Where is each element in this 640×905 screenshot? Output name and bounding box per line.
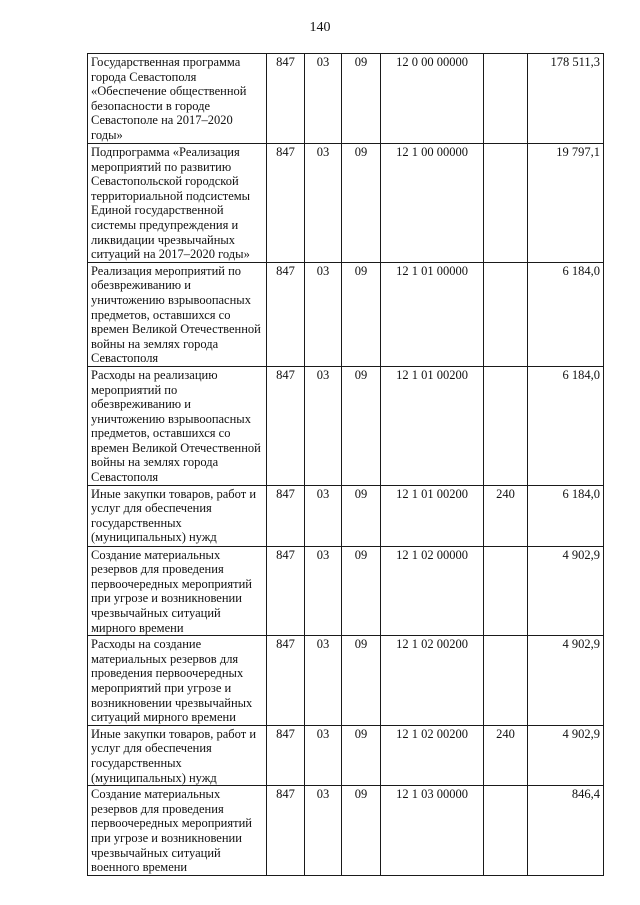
table-row: [88, 546, 604, 636]
target-code: 12 1 03 00000: [381, 786, 484, 876]
ministry-code: 847: [267, 144, 305, 263]
subsection-code: 09: [342, 262, 381, 366]
page-number: 140: [309, 20, 331, 35]
expense-type-code: [484, 786, 528, 876]
expense-type-code: [484, 144, 528, 263]
expense-type-code: [484, 366, 528, 485]
ministry-code: 847: [267, 725, 305, 785]
expense-type-code: [484, 262, 528, 366]
row-name: Государственная программа города Севастополя «Обеспечение общественной безопасности в городе Севастополе на 2017–2020 годы»: [88, 54, 267, 144]
target-code: 12 1 02 00000: [381, 546, 484, 636]
ministry-code: 847: [267, 636, 305, 726]
amount: 19 797,1: [528, 144, 604, 263]
table-row: [88, 485, 604, 546]
section-code: 03: [305, 546, 342, 636]
section-code: 03: [305, 144, 342, 263]
subsection-code: 09: [342, 786, 381, 876]
ministry-code: 847: [267, 786, 305, 876]
row-name: Подпрограмма «Реализация мероприятий по развитию Севастопольской городской территориальной подсистемы Единой государственной системы предупреждения и ликвидации чрезвычайных ситуаций на 2017–2020 годы»: [88, 144, 267, 263]
subsection-code: 09: [342, 546, 381, 636]
table-row: [88, 725, 604, 785]
subsection-code: 09: [342, 366, 381, 485]
row-name: Реализация мероприятий по обезвреживанию и уничтожению взрывоопасных предметов, оставшихся со времен Великой Отечественной войны на землях города Севастополя: [88, 262, 267, 366]
subsection-code: 09: [342, 485, 381, 546]
ministry-code: 847: [267, 366, 305, 485]
section-code: 03: [305, 725, 342, 785]
section-code: 03: [305, 366, 342, 485]
amount: 178 511,3: [528, 54, 604, 144]
amount: 4 902,9: [528, 546, 604, 636]
target-code: 12 1 01 00000: [381, 262, 484, 366]
target-code: 12 0 00 00000: [381, 54, 484, 144]
subsection-code: 09: [342, 636, 381, 726]
section-code: 03: [305, 636, 342, 726]
table-row: [88, 786, 604, 876]
row-name: Создание материальных резервов для проведения первоочередных мероприятий при угрозе и возникновении чрезвычайных ситуаций военного времени: [88, 786, 267, 876]
expense-type-code: 240: [484, 485, 528, 546]
row-name: Иные закупки товаров, работ и услуг для обеспечения государственных (муниципальных) нужд: [88, 725, 267, 785]
row-name: Иные закупки товаров, работ и услуг для обеспечения государственных (муниципальных) нужд: [88, 485, 267, 546]
amount: 6 184,0: [528, 485, 604, 546]
target-code: 12 1 02 00200: [381, 725, 484, 785]
ministry-code: 847: [267, 262, 305, 366]
amount: 6 184,0: [528, 366, 604, 485]
table-row: [88, 636, 604, 726]
amount: 6 184,0: [528, 262, 604, 366]
amount: 4 902,9: [528, 725, 604, 785]
ministry-code: 847: [267, 546, 305, 636]
row-name: Расходы на создание материальных резервов для проведения первоочередных мероприятий при угрозе и возникновении чрезвычайных ситуаций мирного времени: [88, 636, 267, 726]
row-name: Расходы на реализацию мероприятий по обезвреживанию и уничтожению взрывоопасных предметов, оставшихся со времен Великой Отечественной войны на землях города Севастополя: [88, 366, 267, 485]
section-code: 03: [305, 485, 342, 546]
target-code: 12 1 00 00000: [381, 144, 484, 263]
section-code: 03: [305, 54, 342, 144]
expense-type-code: 240: [484, 725, 528, 785]
section-code: 03: [305, 786, 342, 876]
row-name: Создание материальных резервов для проведения первоочередных мероприятий при угрозе и возникновении чрезвычайных ситуаций мирного времени: [88, 546, 267, 636]
table-row: [88, 54, 604, 144]
amount: 4 902,9: [528, 636, 604, 726]
budget-table: [87, 53, 604, 876]
section-code: 03: [305, 262, 342, 366]
amount: 846,4: [528, 786, 604, 876]
target-code: 12 1 02 00200: [381, 636, 484, 726]
expense-type-code: [484, 54, 528, 144]
table-row: [88, 366, 604, 485]
subsection-code: 09: [342, 54, 381, 144]
target-code: 12 1 01 00200: [381, 366, 484, 485]
target-code: 12 1 01 00200: [381, 485, 484, 546]
expense-type-code: [484, 546, 528, 636]
ministry-code: 847: [267, 54, 305, 144]
ministry-code: 847: [267, 485, 305, 546]
table-row: [88, 144, 604, 263]
subsection-code: 09: [342, 144, 381, 263]
expense-type-code: [484, 636, 528, 726]
subsection-code: 09: [342, 725, 381, 785]
table-row: [88, 262, 604, 366]
